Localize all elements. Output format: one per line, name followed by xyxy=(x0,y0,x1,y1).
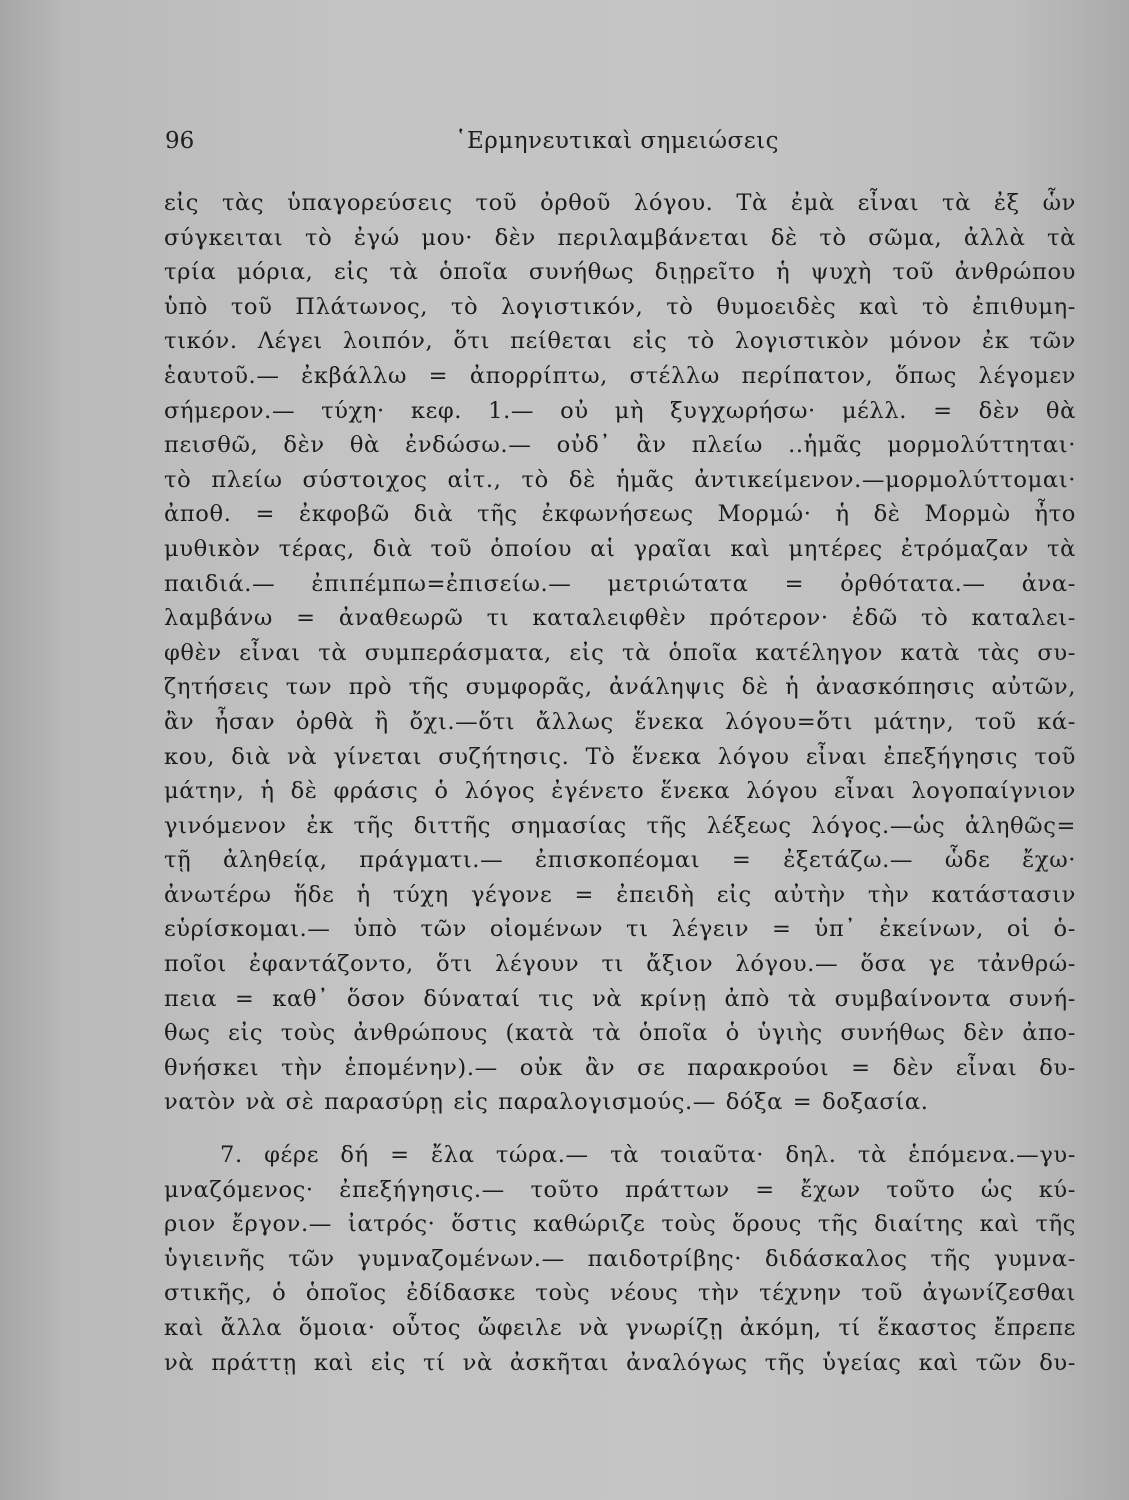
text-line: 7. φέρε δή = ἔλα τώρα.— τὰ τοιαῦτα· δηλ. τὰ ἑπόμενα.—γυ- xyxy=(220,1142,1076,1168)
commentary-block-2 xyxy=(164,1138,1076,1380)
running-header xyxy=(165,124,1075,164)
text-line: παιδιά.— ἐπιπέμπω=ἐπισείω.— μετριώτατα = ὀρθότατα.— ἀνα- xyxy=(164,570,1076,597)
text-line: τρία μόρια, εἰς τὰ ὁποῖα συνήθως διῃρεῖτο ἡ ψυχὴ τοῦ ἀνθρώπου xyxy=(164,259,1076,286)
text-line: ποῖοι ἐφαντάζοντο, ὅτι λέγουν τι ἄξιον λόγου.— ὅσα γε τἀνθρώ- xyxy=(164,951,1076,978)
text-line: ριον ἔργον.— ἰατρός· ὅστις καθώριζε τοὺς ὅρους τῆς διαίτης καὶ τῆς xyxy=(164,1211,1076,1238)
text-line: μναζόμενος· ἐπεξήγησις.— τοῦτο πράττων = ἔχων τοῦτο ὡς κύ- xyxy=(164,1176,1076,1203)
text-line: καὶ ἄλλα ὅμοια· οὗτος ὤφειλε νὰ γνωρίζῃ ἀκόμη, τί ἕκαστος ἔπρεπε xyxy=(164,1314,1076,1341)
text-line: μυθικὸν τέρας, διὰ τοῦ ὁποίου αἱ γραῖαι καὶ μητέρες ἐτρόμαζαν τὰ xyxy=(164,535,1076,562)
text-line: σήμερον.— τύχη· κεφ. 1.— οὐ μὴ ξυγχωρήσω· μέλλ. = δὲν θὰ xyxy=(164,397,1076,424)
text-line: ὑγιεινῆς τῶν γυμναζομένων.— παιδοτρίβης· διδάσκαλος τῆς γυμνα- xyxy=(164,1245,1076,1272)
text-line: νατὸν νὰ σὲ παρασύρῃ εἰς παραλογισμούς.— δόξα = δοξασία. xyxy=(164,1089,929,1116)
text-line: κου, διὰ νὰ γίνεται συζήτησις. Τὸ ἕνεκα λόγου εἶναι ἐπεξήγησις τοῦ xyxy=(164,743,1076,770)
text-line: μάτην, ἡ δὲ φράσις ὁ λόγος ἐγένετο ἕνεκα λόγου εἶναι λογοπαίγνιον xyxy=(164,778,1076,805)
text-line: λαμβάνω = ἀναθεωρῶ τι καταλειφθὲν πρότερον· ἐδῶ τὸ καταλει- xyxy=(164,605,1076,632)
text-line: τὸ πλείω σύστοιχος αἰτ., τὸ δὲ ἡμᾶς ἀντικείμενον.—μορμολύττομαι· xyxy=(164,466,1076,493)
page-number: 96 xyxy=(165,128,195,154)
text-line: νὰ πράττῃ καὶ εἰς τί νὰ ἀσκῆται ἀναλόγως τῆς ὑγείας καὶ τῶν δυ- xyxy=(164,1349,1076,1376)
text-line: φθὲν εἶναι τὰ συμπεράσματα, εἰς τὰ ὁποῖα κατέληγον κατὰ τὰς συ- xyxy=(164,639,1076,666)
running-title: ῾Ερμηνευτικαὶ σημειώσεις xyxy=(455,128,780,154)
commentary-block-1 xyxy=(164,186,1076,1120)
text-line: ζητήσεις των πρὸ τῆς συμφορᾶς, ἀνάληψις δὲ ἡ ἀνασκόπησις αὐτῶν, xyxy=(164,674,1076,701)
text-line: θνήσκει τὴν ἑπομένην).— οὐκ ἂν σε παρακρούοι = δὲν εἶναι δυ- xyxy=(164,1054,1076,1081)
text-line: ἑαυτοῦ.— ἐκβάλλω = ἀπορρίπτω, στέλλω περίπατον, ὅπως λέγομεν xyxy=(164,362,1076,389)
text-line: γινόμενον ἐκ τῆς διττῆς σημασίας τῆς λέξεως λόγος.—ὡς ἀληθῶς= xyxy=(164,812,1076,839)
text-line: πεια = καθ᾿ ὅσον δύναταί τις νὰ κρίνῃ ἀπὸ τὰ συμβαίνοντα συνή- xyxy=(164,985,1076,1012)
text-line: ἀνωτέρω ἥδε ἡ τύχη γέγονε = ἐπειδὴ εἰς αὐτὴν τὴν κατάστασιν xyxy=(164,881,1076,908)
text-line: εἰς τὰς ὑπαγορεύσεις τοῦ ὀρθοῦ λόγου. Τὰ ἐμὰ εἶναι τὰ ἐξ ὧν xyxy=(164,190,1076,216)
text-line: σύγκειται τὸ ἐγώ μου· δὲν περιλαμβάνεται δὲ τὸ σῶμα, ἀλλὰ τὰ xyxy=(164,224,1076,251)
text-line: στικῆς, ὁ ὁποῖος ἐδίδασκε τοὺς νέους τὴν τέχνην τοῦ ἀγωνίζεσθαι xyxy=(164,1280,1076,1307)
text-line: ἂν ἦσαν ὀρθὰ ἢ ὄχι.—ὅτι ἄλλως ἕνεκα λόγου=ὅτι μάτην, τοῦ κά- xyxy=(164,708,1076,735)
text-line: τικόν. Λέγει λοιπόν, ὅτι πείθεται εἰς τὸ λογιστικὸν μόνον ἐκ τῶν xyxy=(164,328,1076,355)
text-line: ἀποθ. = ἐκφοβῶ διὰ τῆς ἐκφωνήσεως Μορμώ· ἡ δὲ Μορμὼ ἦτο xyxy=(164,501,1076,528)
text-line: θως εἰς τοὺς ἀνθρώπους (κατὰ τὰ ὁποῖα ὁ ὑγιὴς συνήθως δὲν ἀπο- xyxy=(164,1020,1076,1047)
text-line: εὑρίσκομαι.— ὑπὸ τῶν οἰομένων τι λέγειν = ὑπ᾿ ἐκείνων, οἱ ὁ- xyxy=(164,916,1076,943)
text-line: πεισθῶ, δὲν θὰ ἐνδώσω.— οὐδ᾿ ἂν πλείω ..ἡμᾶς μορμολύττηται· xyxy=(164,432,1076,459)
text-line: τῇ ἀληθείᾳ, πράγματι.— ἐπισκοπέομαι = ἐξετάζω.— ὧδε ἔχω· xyxy=(164,847,1076,874)
text-line: ὑπὸ τοῦ Πλάτωνος, τὸ λογιστικόν, τὸ θυμοειδὲς καὶ τὸ ἐπιθυμη- xyxy=(164,293,1076,320)
